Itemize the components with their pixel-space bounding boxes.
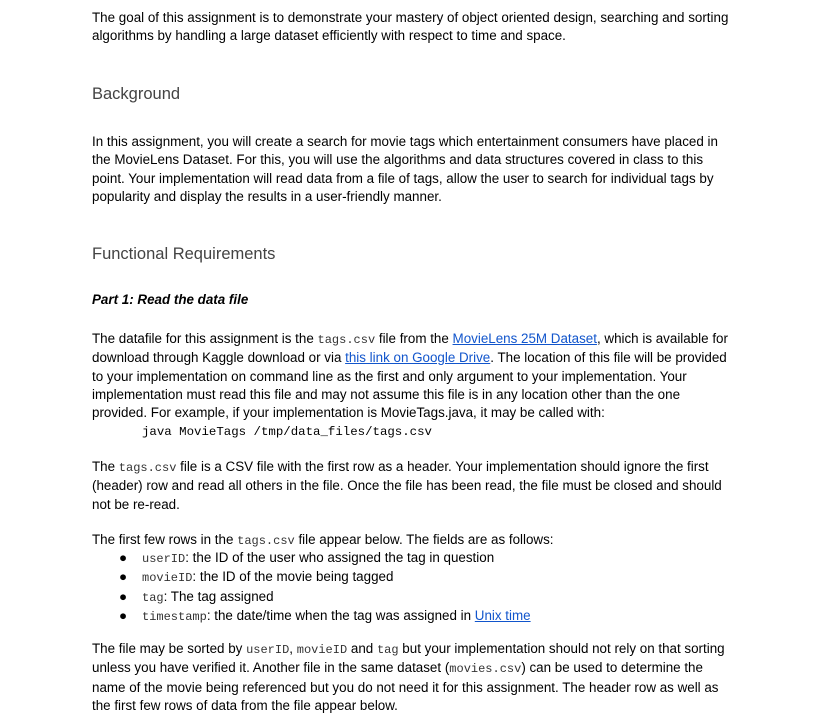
field-description: : the date/time when the tag was assigned in <box>206 607 475 623</box>
field-item-userid <box>92 549 732 568</box>
intro-paragraph: The goal of this assignment is to demonstrate your mastery of object oriented design, searching and sorting algorithms by handling a large dataset efficiently with respect to time and space. <box>92 10 729 44</box>
bullet-icon: ● <box>119 607 128 623</box>
field-item-movieid <box>92 568 732 587</box>
field-code: timestamp <box>142 609 207 624</box>
background-paragraph: In this assignment, you will create a search for movie tags which entertainment consumers have placed in the MovieLens Dataset. For this, you will use the algorithms and data structures covered in class to this point. Your implementation will read data from a file of tags, allow the user to search for individual tags by popularity and display the results in a user-friendly manner. <box>92 134 718 204</box>
field-description: : the ID of the movie being tagged <box>192 569 394 585</box>
functional-requirements-heading: Functional Requirements <box>92 245 276 263</box>
datafile-text-2: file from the <box>375 331 453 346</box>
field-item-tag <box>92 588 732 607</box>
csv-text-1: The <box>92 459 119 474</box>
field-description: : the ID of the user who assigned the tag in question <box>185 550 495 565</box>
rows-text-1: The first few rows in the <box>92 532 238 547</box>
bullet-icon: ● <box>119 569 128 585</box>
google-drive-link[interactable]: this link on Google Drive <box>345 350 491 366</box>
bullet-icon: ● <box>119 550 128 565</box>
part1-heading: Part 1: Read the data file <box>92 292 249 307</box>
rows-text-2: file appear below. The fields are as follows: <box>294 532 554 547</box>
fields-list <box>92 549 732 626</box>
datafile-paragraph <box>92 330 732 422</box>
tag-code: tag <box>376 643 399 657</box>
csv-description-paragraph <box>92 458 732 514</box>
datafile-text-3: , which is available for download through Kaggle download or via <box>92 331 728 366</box>
sort-text-2: , <box>289 641 297 656</box>
tags-csv-code: tags.csv <box>317 333 376 347</box>
command-example: java MovieTags /tmp/data_files/tags.csv <box>142 425 432 439</box>
tags-csv-code: tags.csv <box>118 461 177 475</box>
field-code: tag <box>142 590 164 605</box>
first-rows-paragraph <box>92 531 732 550</box>
userid-code: userID <box>246 643 290 657</box>
sort-text-1: The file may be sorted by <box>92 641 247 656</box>
unix-time-link[interactable]: Unix time <box>474 607 531 623</box>
movielens-dataset-link[interactable]: MovieLens 25M Dataset <box>452 331 597 346</box>
datafile-text-1: The datafile for this assignment is the <box>92 331 318 346</box>
movieid-code: movieID <box>296 643 348 657</box>
field-code: userID <box>142 552 186 566</box>
csv-text-2: file is a CSV file with the first row as a header. Your implementation should ignore the first (header) row and read all others in the file. Once the file has been read, the file must be closed and should not be re-read. <box>92 459 722 512</box>
datafile-text-4: . The location of this file will be provided to your implementation on command line as the first and only argument to your implementation. Your implementation must read this file and may not assume this file is in any location other than the one provided. For example, if your implementation is MovieTags.java, it may be called with: <box>92 350 727 421</box>
field-item-timestamp <box>92 607 732 626</box>
movies-csv-code: movies.csv <box>449 662 522 677</box>
tags-csv-code: tags.csv <box>237 534 295 548</box>
background-heading: Background <box>92 85 181 103</box>
field-code: movieID <box>142 571 193 586</box>
sort-text-4: but your implementation should not rely on that sorting unless you have verified it. Another file in the same dataset ( <box>92 641 725 676</box>
bullet-icon: ● <box>119 588 128 604</box>
sort-text-3: and <box>347 641 377 656</box>
sort-text-5: ) can be used to determine the name of the movie being referenced but you do not need it for this assignment. The header row as well as the first few rows of data from the file appear below. <box>92 660 719 713</box>
sorting-paragraph <box>92 640 732 715</box>
field-description: : The tag assigned <box>163 588 274 604</box>
